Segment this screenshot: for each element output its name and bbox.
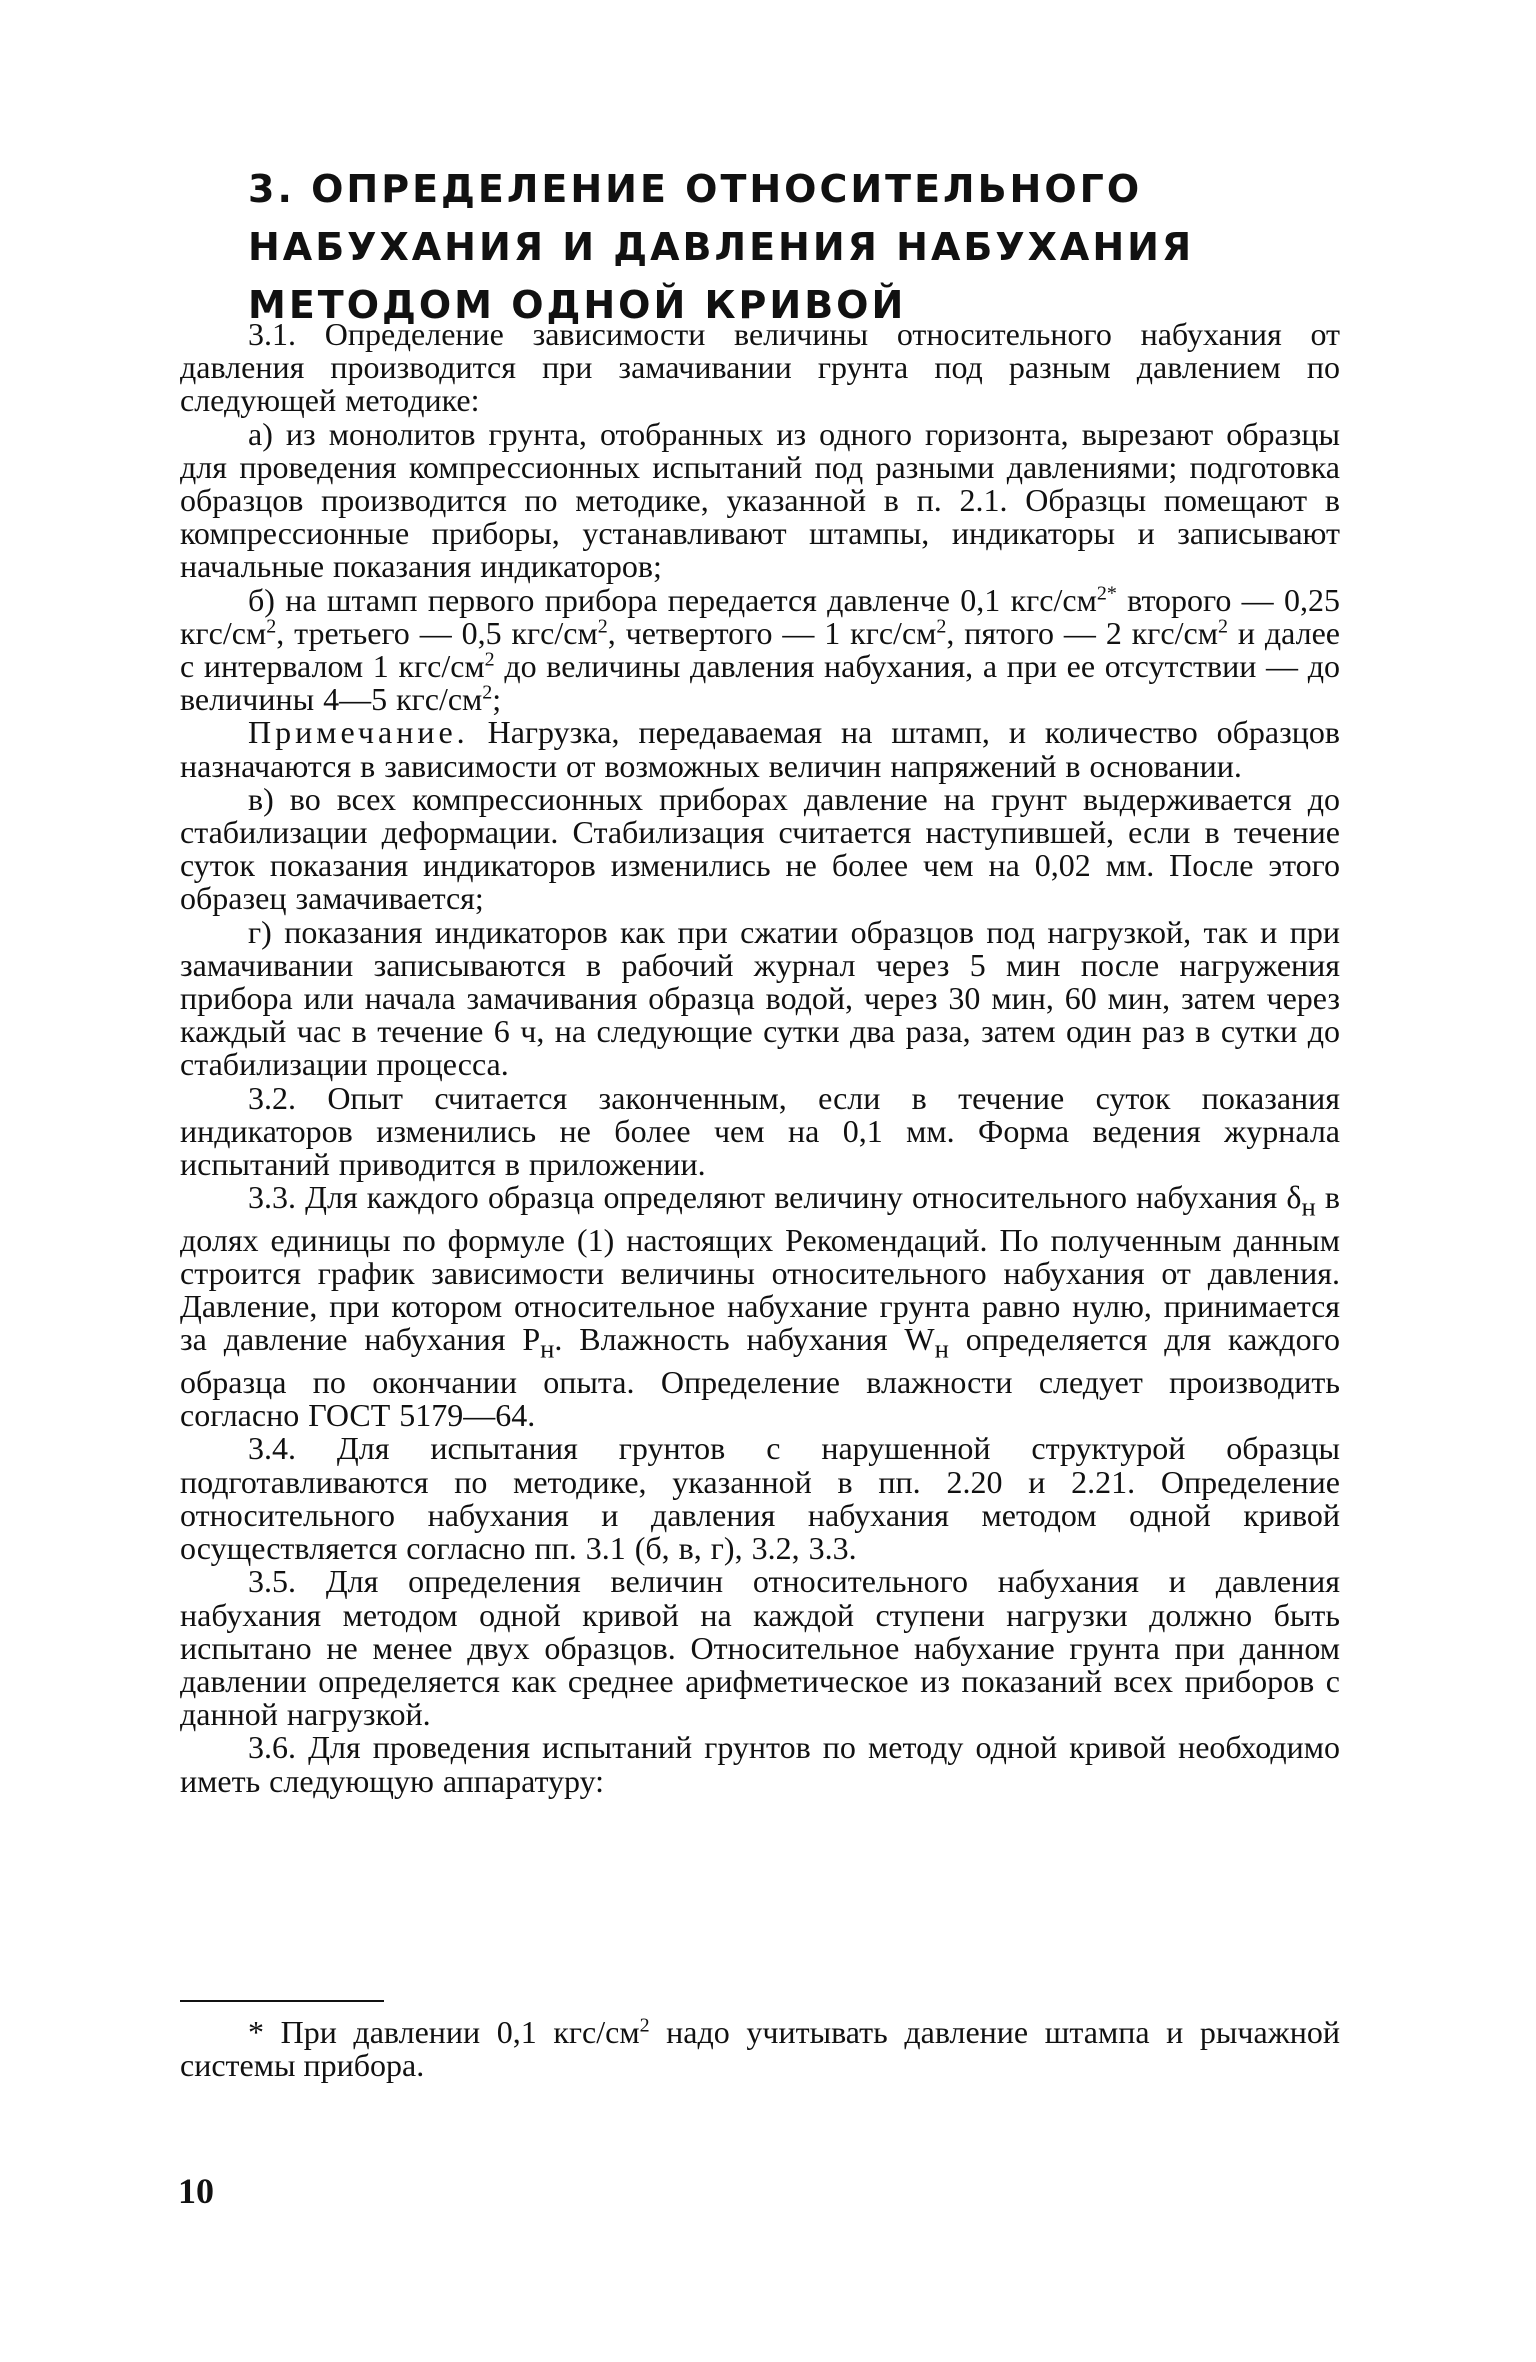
paragraph-3-6: 3.6. Для проведения испытаний грунтов по методу одной кривой необходимо иметь следующую аппаратуру: [180,1729,1340,1799]
paragraph-3-2: 3.2. Опыт считается законченным, если в течение суток показания индикаторов изменились не более чем на 0,1 мм. Форма ведения журнала испытаний приводится в приложении. [180,1079,1340,1183]
item-a: а) из монолитов грунта, отобранных из одного горизонта, вырезают образцы для проведения компрессионных испытаний под разными давлениями; подготовка образцов производится по методике, указанной в п. 2.1. Образцы помещают в компрессионные приборы, устанавливают штампы, индикаторы и записывают начальные показания индикаторов; [180,415,1340,585]
heading-line-2: НАБУХАНИЯ И ДАВЛЕНИЯ НАБУХАНИЯ [248,225,1195,269]
item-b: б) на штамп первого прибора передается давленче 0,1 кгс/$см^{2*}$ второго — 0,25 кгс/$см^2$, третьего — 0,5 кгс/$см^2$, четвертого — 1 кгс/$см^2$, пятого — 2 кгс/$см^2$ и далее с интервалом 1 кгс/$см^2$ до величины давления набухания, а при ее отсутствии — до величины 4—5 кгс/$см^2$; [180,581,1341,718]
note-label: Примечание. [248,714,469,751]
footnote: * При давлении 0,1 кгс/$см^2$ надо учитывать давление штампа и рычажной системы прибора. [180,2014,1341,2083]
page-number: 10 [178,2171,214,2211]
item-g: г) показания индикаторов как при сжатии образцов под нагрузкой, так и при замачивании записываются в рабочий журнал через 5 мин после нагружения прибора или начала замачивания образца водой, через 30 мин, 60 мин, затем через каждый час в течение 6 ч, на следующие сутки два раза, затем один раз в сутки до стабилизации процесса. [180,913,1340,1083]
footnote-divider [180,2000,384,2002]
heading-line-3: МЕТОДОМ ОДНОЙ КРИВОЙ [248,283,907,327]
body-text [180,318,1340,1798]
section-heading [248,160,1368,334]
item-v: в) во всех компрессионных приборах давление на грунт выдерживается до стабилизации деформации. Стабилизация считается наступившей, если в течение суток показания индикаторов изменились не более чем на 0,02 мм. После этого образец замачивается; [180,780,1340,917]
paragraph-3-4: 3.4. Для испытания грунтов с нарушенной структурой образцы подготавливаются по методике, указанной в пп. 2.20 и 2.21. Определение относительного набухания и давления набухания методом одной кривой осуществляется согласно пп. 3.1 (б, в, г), 3.2, 3.3. [180,1430,1340,1567]
paragraph-3-5: 3.5. Для определения величин относительного набухания и давления набухания методом одной кривой на каждой ступени нагрузки должно быть испытано не менее двух образцов. Относительное набухание грунта при данном давлении определяется как среднее арифметическое из показаний всех приборов с данной нагрузкой. [180,1563,1340,1733]
paragraph-3-1: 3.1. Определение зависимости величины относительного набухания от давления производится при замачивании грунта под разным давлением по следующей методике: [180,316,1340,419]
paragraph-3-3: 3.3. Для каждого образца определяют величину относительного набухания $\delta_н$ в долях единицы по формуле (1) настоящих Рекомендаций. По полученным данным строится график зависимости величины относительного набухания от давления. Давление, при котором относительное набухание грунта равно нулю, принимается за давление набухания $P_н$. Влажность набухания $W_н$ определяется для каждого образца по окончании опыта. Определение влажности следует производить согласно ГОСТ 5179—64. [180,1179,1341,1434]
heading-line-1: 3. ОПРЕДЕЛЕНИЕ ОТНОСИТЕЛЬНОГО [248,167,1143,211]
note-paragraph [180,716,1340,782]
note-text: Нагрузка, передаваемая на штамп, и количество образцов назначаются в зависимости от возможных величин напряжений в основании. [180,714,1340,784]
